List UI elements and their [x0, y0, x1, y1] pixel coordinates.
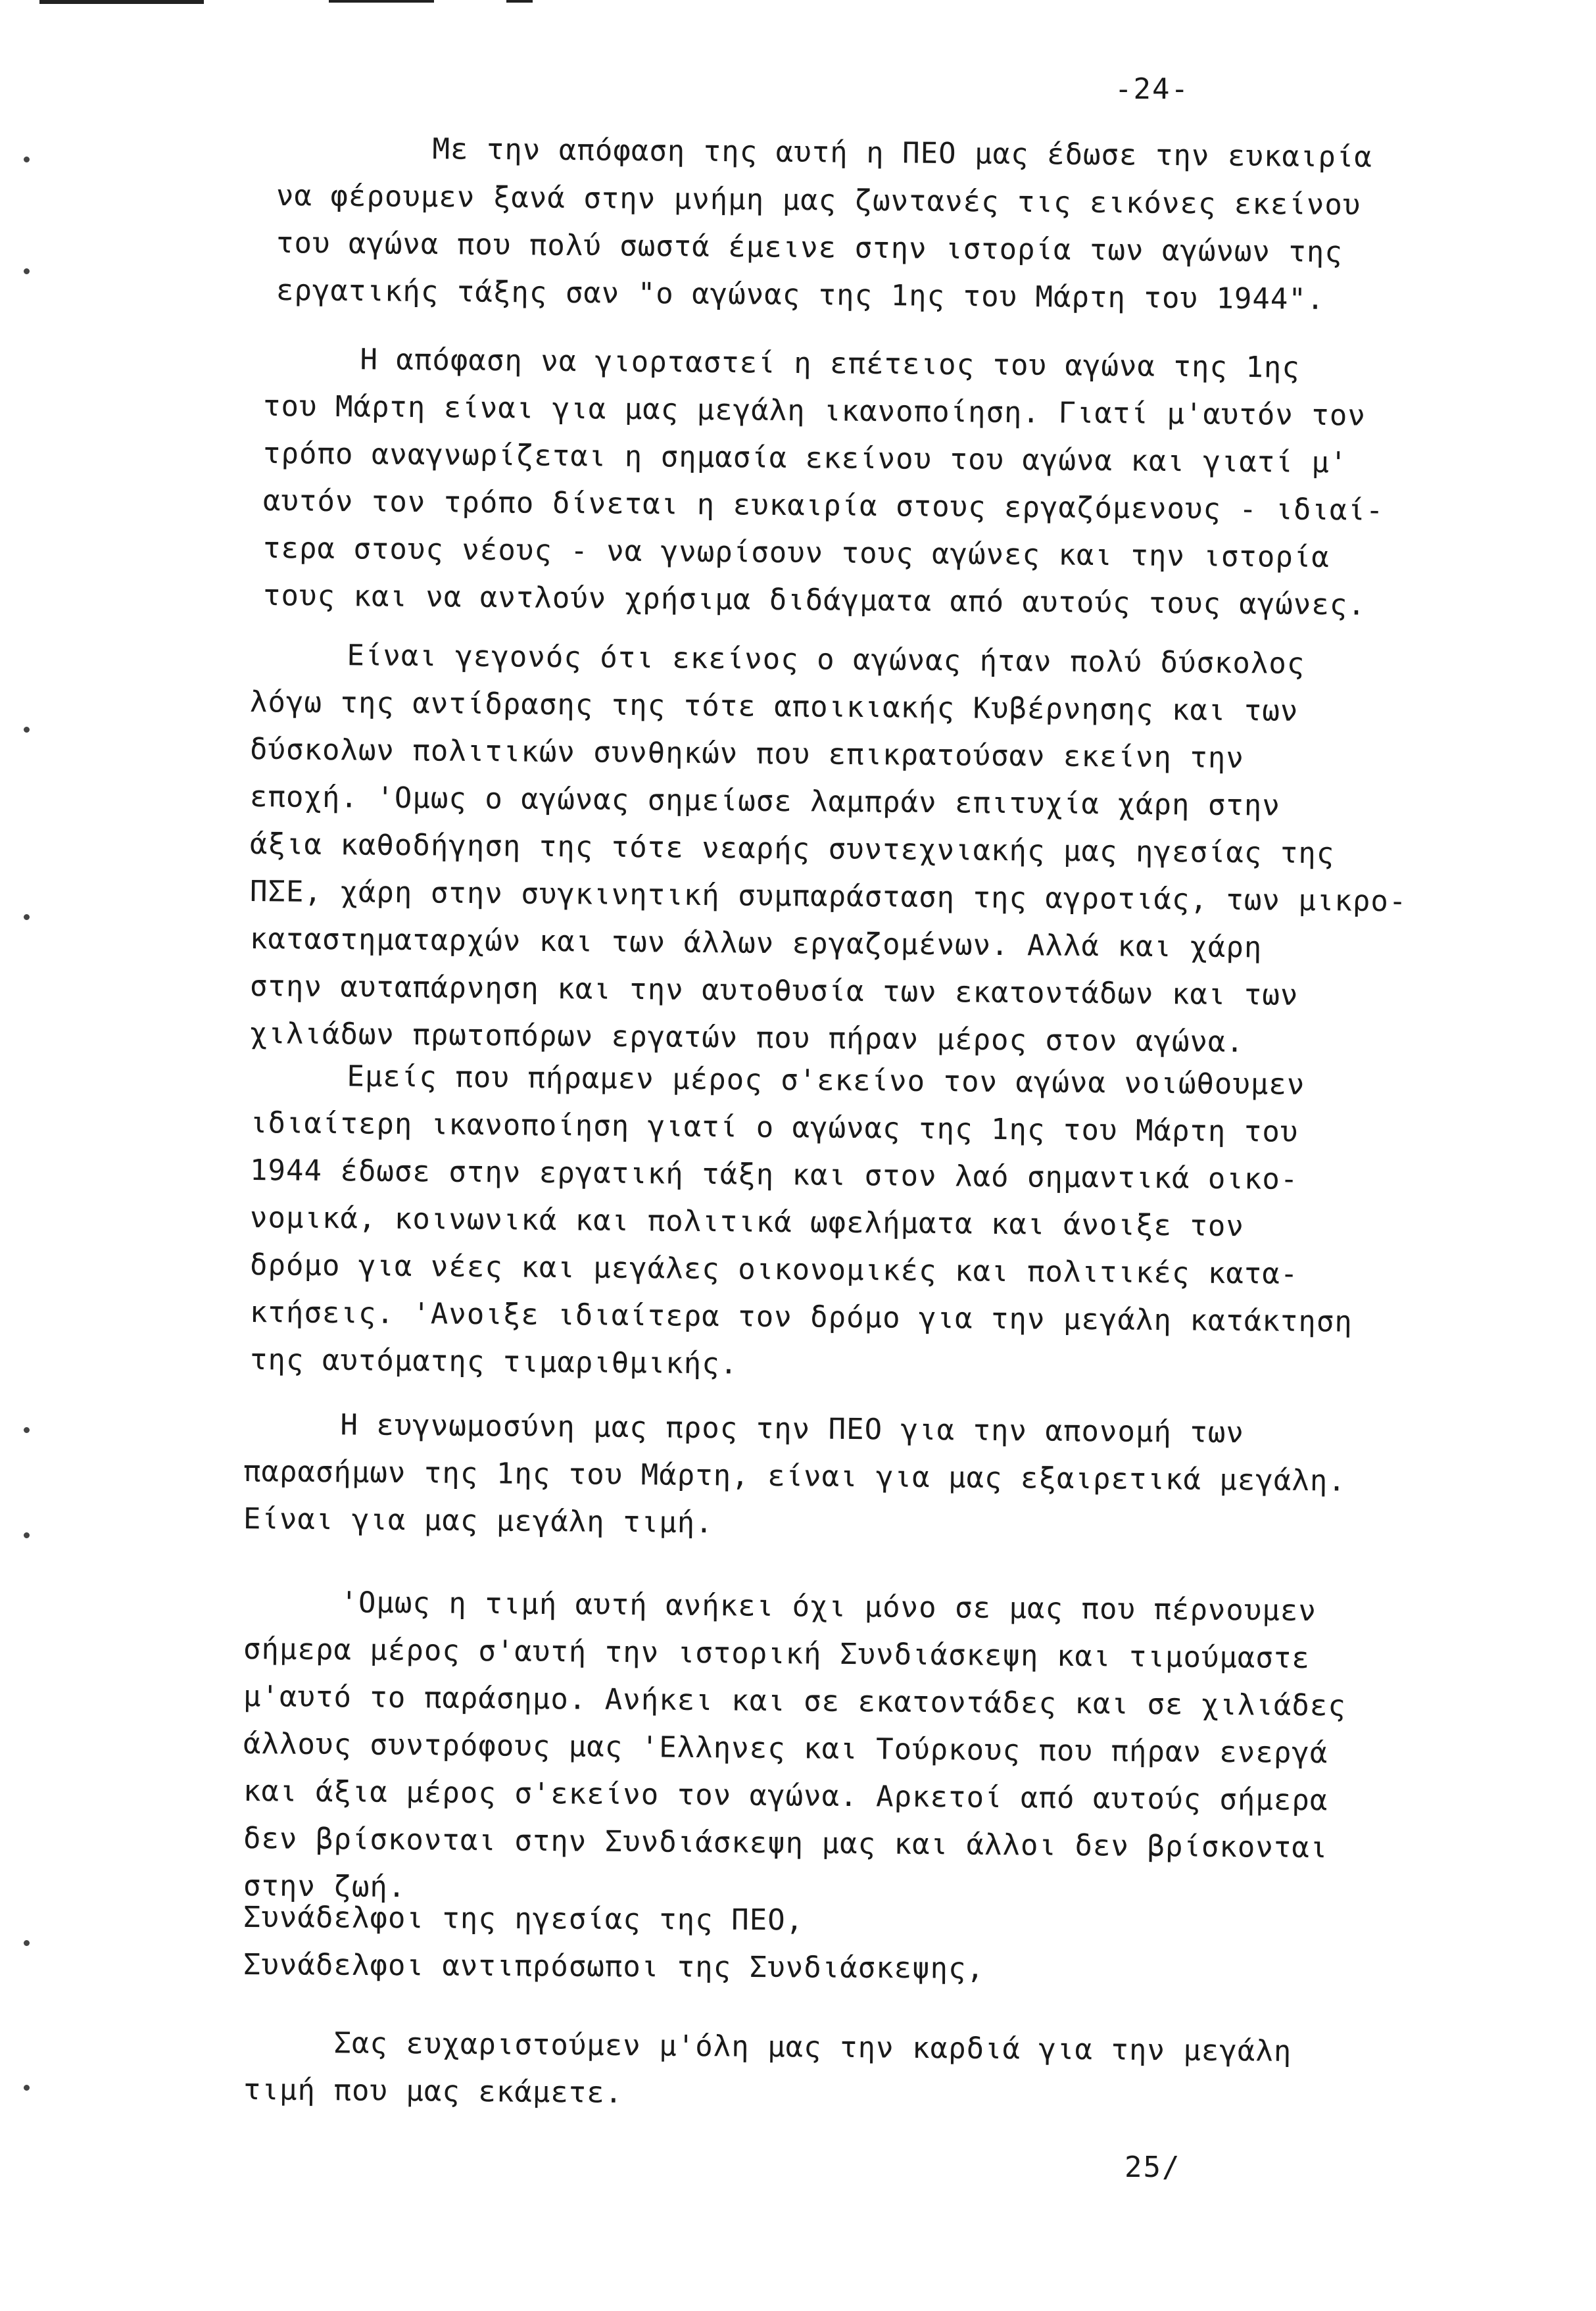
text-line: Είναι για μας μεγάλη τιμή.: [243, 1502, 713, 1540]
paragraph: [249, 631, 1473, 1059]
text-line: ιδιαίτερη ικανοποίηση γιατί ο αγώνας της 1ης του Μάρτη του: [249, 1106, 1299, 1149]
text-line: Η ευγνωμοσύνη μας προς την ΠΕΟ για την απονομή των: [249, 1407, 1245, 1450]
text-line: του αγώνα που πολύ σωστά έμεινε στην ιστορία των αγώνων της: [276, 226, 1343, 270]
paragraph: [243, 1401, 1473, 1543]
text-line: Είναι γεγονός ότι εκείνος ο αγώνας ήταν πολύ δύσκολος: [256, 638, 1305, 681]
text-line: λόγω της αντίδρασης της τότε αποικιακής Κυβέρνησης και των: [249, 685, 1299, 728]
text-line: καταστηματαρχών και των άλλων εργαζομένων. Αλλά και χάρη: [249, 922, 1263, 965]
scan-edge-mark: [329, 0, 434, 3]
text-line: κτήσεις. 'Ανοιξε ιδιαίτερα τον δρόμο για την μεγάλη κατάκτηση: [249, 1296, 1353, 1339]
text-line: Συνάδελφοι αντιπρόσωποι της Συνδιάσκεψης,: [243, 1948, 985, 1985]
text-line: παρασήμων της 1ης του Μάρτη, είναι για μας εξαιρετικά μεγάλη.: [243, 1455, 1347, 1498]
paragraph: [262, 335, 1473, 622]
text-line: δύσκολων πολιτικών συνθηκών που επικρατούσαν εκείνη την: [249, 733, 1245, 775]
scan-edge-mark: [39, 0, 204, 4]
text-line: Η απόφαση να γιορταστεί η επέτειος του αγώνα της 1ης: [269, 342, 1301, 385]
text-line: τους και να αντλούν χρήσιμα διδάγματα από αυτούς τους αγώνες.: [262, 579, 1366, 622]
text-line: μ'αυτό το παράσημο. Ανήκει και σε εκατοντάδες και σε χιλιάδες: [243, 1680, 1347, 1723]
text-line: τιμή που μας εκάμετε.: [243, 2073, 623, 2110]
text-line: του Μάρτη είναι για μας μεγάλη ικανοποίηση. Γιατί μ'αυτόν τον: [262, 389, 1366, 433]
text-line: άλλους συντρόφους μας 'Ελληνες και Τούρκους που πήραν ενεργά: [243, 1727, 1328, 1770]
text-line: 'Ομως η τιμή αυτή ανήκει όχι μόνο σε μας που πέρνουμεν: [249, 1585, 1317, 1628]
text-line: αυτόν τον τρόπο δίνεται η ευκαιρία στους εργαζόμενους - ιδιαί-: [262, 484, 1384, 527]
paragraph: [249, 1052, 1473, 1384]
text-line: εποχή. 'Ομως ο αγώνας σημείωσε λαμπράν επιτυχία χάρη στην: [249, 780, 1281, 823]
text-line: Με την απόφαση της αυτή η ΠΕΟ μας έδωσε την ευκαιρία: [341, 132, 1373, 174]
text-line: άξια καθοδήγηση της τότε νεαρής συντεχνιακής μας ηγεσίας της: [249, 827, 1335, 871]
margin-dot: [24, 2085, 30, 2091]
paragraph: [243, 2019, 1473, 2114]
salutation: [243, 1894, 1473, 1989]
margin-dot: [24, 1532, 30, 1538]
margin-dot: [24, 914, 30, 920]
text-line: στην αυταπάρνηση και την αυτοθυσία των εκατοντάδων και των: [249, 969, 1299, 1012]
margin-dot: [24, 268, 30, 274]
text-line: Συνάδελφοι της ηγεσίας της ΠΕΟ,: [243, 1901, 804, 1937]
text-line: τερα στους νέους - να γνωρίσουν τους αγώνες και την ιστορία: [262, 531, 1330, 575]
text-line: να φέρουμεν ξανά στην μνήμη μας ζωντανές τις εικόνες εκείνου: [276, 179, 1361, 222]
text-line: εργατικής τάξης σαν "ο αγώνας της 1ης του Μάρτη του 1944".: [276, 274, 1325, 316]
margin-dot: [24, 1427, 30, 1433]
text-line: 1944 έδωσε στην εργατική τάξη και στον λαό σημαντικά οικο-: [249, 1154, 1299, 1196]
margin-dot: [24, 1940, 30, 1946]
paragraph: [276, 125, 1473, 316]
text-line: τρόπο αναγνωρίζεται η σημασία εκείνου του αγώνα και γιατί μ': [262, 437, 1348, 480]
paragraph: [243, 1578, 1473, 1910]
text-line: Εμείς που πήραμεν μέρος σ'εκείνο τον αγώνα νοιώθουμεν: [256, 1059, 1305, 1102]
margin-dot: [24, 727, 30, 733]
text-line: ΠΣΕ, χάρη στην συγκινητική συμπαράσταση της αγροτιάς, των μικρο-: [249, 875, 1407, 919]
scan-edge-mark: [506, 0, 533, 3]
text-line: δεν βρίσκονται στην Συνδιάσκεψη μας και άλλοι δεν βρίσκονται: [243, 1822, 1328, 1865]
margin-dot: [24, 157, 30, 162]
text-line: και άξια μέρος σ'εκείνο τον αγώνα. Αρκετοί από αυτούς σήμερα: [243, 1774, 1328, 1818]
text-line: στην ζωή.: [243, 1869, 406, 1905]
next-page-reference: 25/: [1124, 2151, 1181, 2184]
text-line: δρόμο για νέες και μεγάλες οικονομικές και πολιτικές κατα-: [249, 1248, 1299, 1291]
text-line: της αυτόματης τιμαριθμικής.: [249, 1343, 738, 1381]
text-line: νομικά, κοινωνικά και πολιτικά ωφελήματα και άνοιξε τον: [249, 1201, 1245, 1244]
text-line: σήμερα μέρος σ'αυτή την ιστορική Συνδιάσκεψη και τιμούμαστε: [243, 1632, 1311, 1676]
page-number: -24-: [1115, 72, 1190, 106]
text-line: χιλιάδων πρωτοπόρων εργατών που πήραν μέρος στον αγώνα.: [249, 1017, 1245, 1059]
text-line: Σας ευχαριστούμεν μ'όλη μας την καρδιά για την μεγάλη: [243, 2026, 1292, 2068]
